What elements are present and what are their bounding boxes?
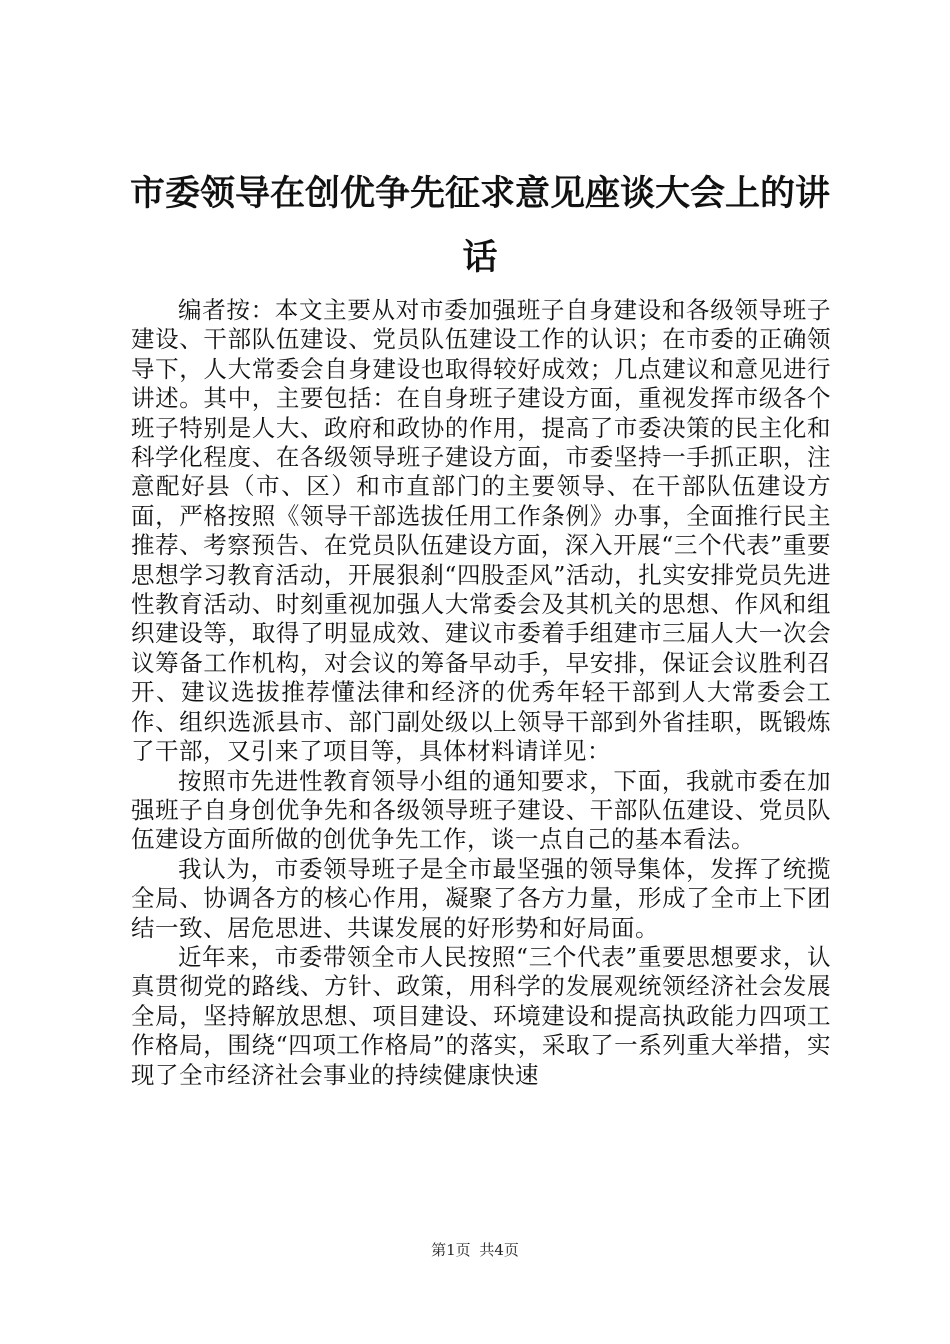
document-body: [131, 296, 831, 1090]
paragraph-recent-years: 近年来，市委带领全市人民按照“三个代表”重要思想要求，认真贯彻党的路线、方针、政策，用科学的发展观统领经济社会发展全局，坚持解放思想、项目建设、环境建设和提高执政能力四项工作格局，围绕“四项工作格局”的落实，采取了一系列重大举措，实现了全市经济社会事业的持续健康快速: [131, 942, 831, 1089]
document-title: 市委领导在创优争先征求意见座谈大会上的讲话: [129, 173, 830, 278]
paragraph-intro: 按照市先进性教育领导小组的通知要求，下面，我就市委在加强班子自身创优争先和各级领导班子建设、干部队伍建设、党员队伍建设方面所做的创优争先工作，谈一点自己的基本看法。: [131, 766, 831, 854]
paragraph-opinion: 我认为，市委领导班子是全市最坚强的领导集体，发挥了统揽全局、协调各方的核心作用，凝聚了各方力量，形成了全市上下团结一致、居危思进、共谋发展的好形势和好局面。: [131, 854, 831, 942]
page-total: 共4页: [479, 1241, 519, 1259]
paragraph-editor-note: 编者按：本文主要从对市委加强班子自身建设和各级领导班子建设、干部队伍建设、党员队伍建设工作的认识；在市委的正确领导下，人大常委会自身建设也取得较好成效；几点建议和意见进行讲述。其中，主要包括：在自身班子建设方面，重视发挥市级各个班子特别是人大、政府和政协的作用，提高了市委决策的民主化和科学化程度、在各级领导班子建设方面，市委坚持一手抓正职，注意配好县（市、区）和市直部门的主要领导、在干部队伍建设方面，严格按照《领导干部选拔任用工作条例》办事，全面推行民主推荐、考察预告、在党员队伍建设方面，深入开展“三个代表”重要思想学习教育活动，开展狠刹“四股歪风”活动，扎实安排党员先进性教育活动、时刻重视加强人大常委会及其机关的思想、作风和组织建设等，取得了明显成效、建议市委着手组建市三届人大一次会议筹备工作机构，对会议的筹备早动手，早安排，保证会议胜利召开、建议选拔推荐懂法律和经济的优秀年轻干部到人大常委会工作、组织选派县市、部门副处级以上领导干部到外省挂职，既锻炼了干部，又引来了项目等，具体材料请详见：: [131, 296, 831, 766]
page-number: 第1页: [431, 1241, 471, 1259]
page-footer: [0, 1240, 950, 1260]
